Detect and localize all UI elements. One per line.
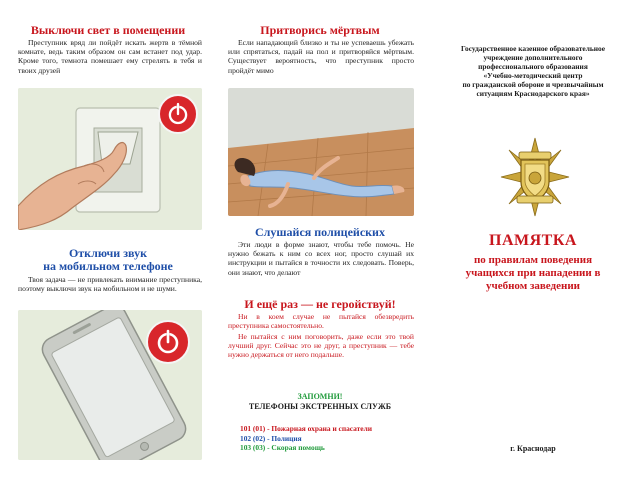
emergency-header: [218, 392, 422, 412]
power-icon: [146, 320, 190, 364]
lying-person-illustration: [228, 88, 414, 216]
memo-title: ПАМЯТКА: [489, 232, 577, 249]
light-title: Выключи свет в помещении: [30, 23, 186, 37]
hero-text-2: Не пытайся с ним поговорить, даже если это твой лучший друг. Сейчас это не друг, а преступник — тебе нужно держаться от него подальше.: [228, 332, 414, 360]
phone-list: [240, 424, 420, 453]
memo-sub-line-1: по правилам поведения: [473, 254, 593, 266]
light-text: Преступник вряд ли пойдёт искать жертв в тёмной комнате, ведь таким образом он сам встанет под удар. Кроме того, темнота помешает ему стрелять в тебя и твоих друзей: [18, 38, 202, 75]
organization-block: [433, 44, 633, 98]
sound-title: Отключи звук: [68, 246, 148, 260]
org-line-2: учреждение дополнительного: [483, 53, 583, 62]
sound-text: Твоя задача — не привлекать внимание преступника, поэтому выключи звук на мобильном и не шуми.: [18, 275, 202, 294]
hero-text-1: Ни в коем случае не пытайся обезвредить преступника самостоятельно.: [228, 312, 414, 331]
memo-sub-line-2: учащихся при нападении в: [465, 267, 601, 279]
remember-label: ЗАПОМНИ!: [297, 392, 343, 401]
city-label: г. Краснодар: [510, 444, 556, 453]
org-line-3: профессионального образования: [478, 62, 588, 71]
phone-ambulance: 103 (03) - Скорая помощь: [240, 443, 325, 452]
org-line-1: Государственное казенное образовательное: [461, 44, 605, 53]
org-line-4: «Учебно-методический центр: [483, 71, 583, 80]
phone-fire: 101 (01) - Пожарная охрана и спасатели: [240, 424, 372, 433]
phone-police: 102 (02) - Полиция: [240, 433, 302, 443]
police-text: Эти люди в форме знают, чтобы тебе помочь. Не нужно бежать к ним со всех ног, просто слушай их инструкции и пытайся в точности их следовать. Поверь, они знают, что делают: [228, 240, 414, 277]
dead-text: Если нападающий близко и ты не успеваешь убежать или спрятаться, падай на пол и притворяйся мёртвым. Существует вероятность, что преступник просто пройдёт мимо: [228, 38, 414, 75]
emblem-icon: [499, 136, 571, 218]
phones-title: ТЕЛЕФОНЫ ЭКСТРЕННЫХ СЛУЖБ: [248, 402, 392, 411]
power-icon: [158, 94, 198, 134]
org-line-5: по гражданской обороне и чрезвычайным: [462, 80, 604, 89]
sound-subtitle: на мобильном телефоне: [43, 259, 173, 273]
memo-sub-line-3: учебном заведении: [485, 280, 580, 292]
middle-panel: [214, 0, 427, 480]
cover-panel: [427, 0, 640, 480]
org-line-6: ситуациям Краснодарского края»: [476, 89, 590, 98]
memo-subtitle: [433, 254, 633, 293]
police-title: Слушайся полицейских: [255, 225, 385, 239]
hero-title: И ещё раз — не геройствуй!: [244, 297, 396, 311]
dead-title: Притворись мёртвым: [260, 23, 380, 37]
left-panel: [0, 0, 214, 480]
